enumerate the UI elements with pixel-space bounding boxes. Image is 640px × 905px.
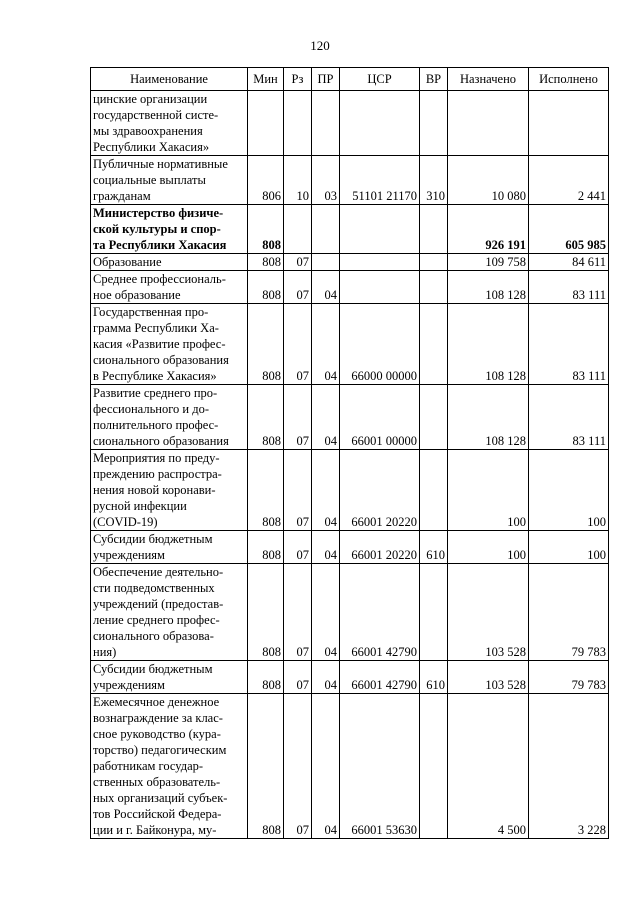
- cell-csr: [340, 91, 420, 156]
- cell-csr: 66000 00000: [340, 304, 420, 385]
- budget-table: [90, 67, 609, 839]
- cell-vr: 610: [420, 661, 448, 694]
- cell-executed: 83 111: [529, 271, 609, 304]
- cell-executed: 84 611: [529, 254, 609, 271]
- cell-min: 806: [248, 156, 284, 205]
- cell-rz: 07: [284, 385, 312, 450]
- table-row: [91, 271, 609, 304]
- cell-assigned: 109 758: [448, 254, 529, 271]
- cell-pr: 04: [312, 271, 340, 304]
- cell-vr: [420, 91, 448, 156]
- cell-name: Государственная про- грамма Республики Ха- касия «Развитие профес- сионального образования в Республике Хакасия»: [91, 304, 248, 385]
- cell-rz: 07: [284, 254, 312, 271]
- cell-name: Образование: [91, 254, 248, 271]
- cell-min: 808: [248, 450, 284, 531]
- header-executed: Исполнено: [529, 68, 609, 91]
- cell-csr: 66001 42790: [340, 661, 420, 694]
- table-row: [91, 304, 609, 385]
- cell-csr: 66001 20220: [340, 531, 420, 564]
- page-number: 120: [310, 38, 330, 53]
- cell-csr: 66001 20220: [340, 450, 420, 531]
- table-row: [91, 254, 609, 271]
- cell-min: 808: [248, 531, 284, 564]
- cell-vr: [420, 271, 448, 304]
- cell-assigned: 100: [448, 531, 529, 564]
- table-row: [91, 91, 609, 156]
- table-row: [91, 205, 609, 254]
- cell-executed: 79 783: [529, 564, 609, 661]
- cell-vr: [420, 385, 448, 450]
- cell-pr: 04: [312, 661, 340, 694]
- cell-assigned: 4 500: [448, 694, 529, 839]
- cell-rz: 10: [284, 156, 312, 205]
- table-row: [91, 531, 609, 564]
- cell-rz: 07: [284, 531, 312, 564]
- cell-executed: 79 783: [529, 661, 609, 694]
- cell-min: 808: [248, 694, 284, 839]
- cell-vr: [420, 694, 448, 839]
- cell-csr: [340, 205, 420, 254]
- cell-name: Публичные нормативные социальные выплаты гражданам: [91, 156, 248, 205]
- cell-assigned: 108 128: [448, 304, 529, 385]
- cell-rz: 07: [284, 661, 312, 694]
- cell-assigned: 103 528: [448, 564, 529, 661]
- cell-min: 808: [248, 271, 284, 304]
- cell-min: 808: [248, 564, 284, 661]
- cell-min: [248, 91, 284, 156]
- cell-pr: 03: [312, 156, 340, 205]
- cell-pr: 04: [312, 564, 340, 661]
- cell-assigned: 926 191: [448, 205, 529, 254]
- header-vr: ВР: [420, 68, 448, 91]
- table-row: [91, 694, 609, 839]
- cell-rz: 07: [284, 271, 312, 304]
- table-header-row: [91, 68, 609, 91]
- cell-csr: 66001 53630: [340, 694, 420, 839]
- cell-assigned: 100: [448, 450, 529, 531]
- cell-executed: 2 441: [529, 156, 609, 205]
- cell-assigned: 108 128: [448, 385, 529, 450]
- cell-assigned: [448, 91, 529, 156]
- cell-executed: 83 111: [529, 385, 609, 450]
- cell-vr: [420, 304, 448, 385]
- cell-pr: [312, 254, 340, 271]
- header-rz: Рз: [284, 68, 312, 91]
- cell-vr: [420, 450, 448, 531]
- header-csr: ЦСР: [340, 68, 420, 91]
- cell-pr: 04: [312, 304, 340, 385]
- cell-pr: [312, 205, 340, 254]
- header-pr: ПР: [312, 68, 340, 91]
- cell-name: Обеспечение деятельно- сти подведомственных учреждений (предостав- ление среднего профес- сионального образова- ния): [91, 564, 248, 661]
- cell-pr: 04: [312, 531, 340, 564]
- table-row: [91, 564, 609, 661]
- cell-min: 808: [248, 304, 284, 385]
- cell-name: Ежемесячное денежное вознаграждение за клас- сное руководство (кура- торство) педагогическим работникам государ- ственных образователь- ных организаций субъек- тов Российской Федера- ции и г. Байконура, му-: [91, 694, 248, 839]
- table-row: [91, 450, 609, 531]
- cell-min: 808: [248, 661, 284, 694]
- cell-executed: 605 985: [529, 205, 609, 254]
- cell-csr: [340, 254, 420, 271]
- cell-rz: 07: [284, 694, 312, 839]
- cell-csr: 66001 42790: [340, 564, 420, 661]
- cell-name: цинские организации государственной систе- мы здравоохранения Республики Хакасия»: [91, 91, 248, 156]
- cell-pr: [312, 91, 340, 156]
- cell-executed: [529, 91, 609, 156]
- cell-executed: 3 228: [529, 694, 609, 839]
- cell-vr: [420, 564, 448, 661]
- cell-name: Развитие среднего про- фессионального и до- полнительного профес- сионального образования: [91, 385, 248, 450]
- table-row: [91, 156, 609, 205]
- cell-csr: 51101 21170: [340, 156, 420, 205]
- cell-vr: [420, 254, 448, 271]
- table-row: [91, 385, 609, 450]
- cell-pr: 04: [312, 694, 340, 839]
- cell-vr: [420, 205, 448, 254]
- cell-rz: 07: [284, 450, 312, 531]
- cell-executed: 83 111: [529, 304, 609, 385]
- cell-name: Министерство физиче- ской культуры и спор- та Республики Хакасия: [91, 205, 248, 254]
- cell-executed: 100: [529, 450, 609, 531]
- cell-name: Субсидии бюджетным учреждениям: [91, 661, 248, 694]
- cell-rz: [284, 205, 312, 254]
- header-assigned: Назначено: [448, 68, 529, 91]
- header-name: Наименование: [91, 68, 248, 91]
- cell-vr: 310: [420, 156, 448, 205]
- cell-assigned: 108 128: [448, 271, 529, 304]
- cell-csr: [340, 271, 420, 304]
- cell-name: Мероприятия по преду- преждению распростра- нения новой коронави- русной инфекции (COVID-19): [91, 450, 248, 531]
- cell-rz: 07: [284, 564, 312, 661]
- cell-pr: 04: [312, 385, 340, 450]
- cell-rz: [284, 91, 312, 156]
- cell-assigned: 10 080: [448, 156, 529, 205]
- cell-executed: 100: [529, 531, 609, 564]
- cell-min: 808: [248, 254, 284, 271]
- cell-min: 808: [248, 385, 284, 450]
- cell-pr: 04: [312, 450, 340, 531]
- cell-csr: 66001 00000: [340, 385, 420, 450]
- cell-name: Субсидии бюджетным учреждениям: [91, 531, 248, 564]
- cell-assigned: 103 528: [448, 661, 529, 694]
- table-row: [91, 661, 609, 694]
- cell-min: 808: [248, 205, 284, 254]
- cell-name: Среднее профессиональ- ное образование: [91, 271, 248, 304]
- header-min: Мин: [248, 68, 284, 91]
- cell-rz: 07: [284, 304, 312, 385]
- cell-vr: 610: [420, 531, 448, 564]
